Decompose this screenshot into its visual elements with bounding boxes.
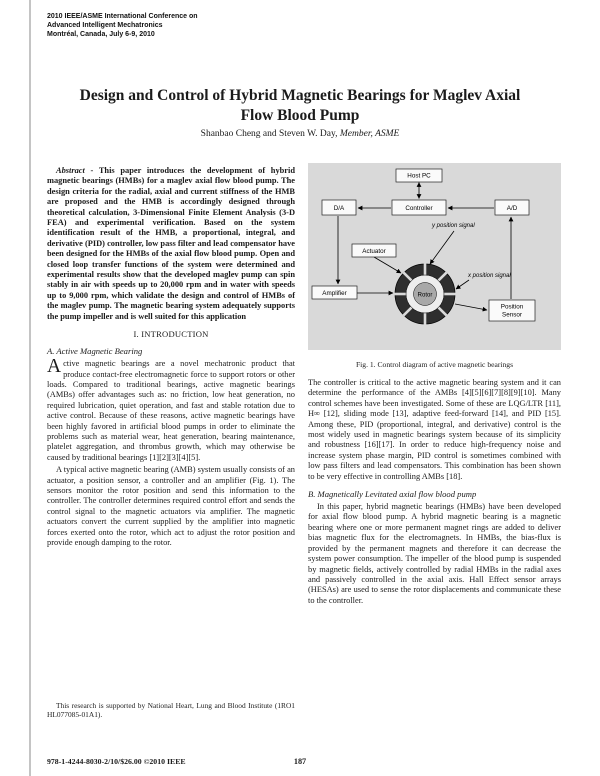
left-column — [47, 166, 295, 548]
actuator-label: Actuator — [362, 247, 386, 255]
right-column — [308, 163, 561, 606]
page-title — [60, 86, 540, 125]
ad-converter-label: A/D — [506, 204, 518, 212]
rotor-label: Rotor — [417, 292, 433, 299]
authors-membership: Member, ASME — [339, 129, 400, 139]
funding-footnote: This research is supported by National Heart, Lung and Blood Institute (1RO1 HL077085-01A1). — [47, 701, 295, 720]
abstract-text: - This paper introduces the development of hybrid magnetic bearings (HMBs) for a maglev axial flow blood pump. The design criteria for the radial, axial and current stiffness of the HMB are proposed and the HMB is accordingly designed through theoretical calculation, 3-Dimensional Finite Element Analysis (3-D FEA) and experimental verification. Based on the system identification result of the HMB, a proportional, integral, and derivative (PID) controller, low pass filter and lead compensator have been designed for the HMBs of the axial flow blood pump. Open and closed loop transfer functions of the system were determined and experimental results show that the developed maglev pump can spin stably in air with speeds up to 20,000 rpm and in water with speeds up to 9,000 rpm, which validate the design and control of HMBs of the maglev pump. The magnetic bearing system adequately supports the pump impeller and is well suited for this application — [47, 166, 295, 321]
x-position-signal-label: x position signal — [468, 273, 511, 279]
figure-1-caption: Fig. 1. Control diagram of active magnetic bearings — [355, 360, 514, 369]
authors-line — [0, 129, 600, 139]
amplifier-label: Amplifier — [322, 289, 347, 297]
da-converter-label: D/A — [333, 204, 345, 212]
right-paragraph-2: In this paper, hybrid magnetic bearings (HMBs) have been developed for axial flow blood pump. A hybrid magnetic bearing is a magnetic bearing where one or more permanent magnet rings are added to deliver bias magnetic flux for the electromagnets. In HMBs, the bias-flux is provided by the permanent magnets and therefore it can decrease the system power consumption. The impeller of the blood pump is suspended by magnetic fields, actively controlled by radial HMBs in the radial axes and passively controlled in the axial axis. Hall Effect sensor arrays (HESAs) are used to sense the rotor displacements and communicate these to the controller. — [308, 502, 561, 605]
position-sensor-label-line1: Position — [500, 303, 524, 311]
position-sensor-label-line2: Sensor — [502, 311, 522, 319]
title-line2: Flow Blood Pump — [240, 106, 360, 124]
conference-header-line2: Advanced Intelligent Mechatronics — [47, 21, 163, 29]
figure-1 — [308, 163, 561, 369]
title-line1: Design and Control of Hybrid Magnetic Bearings for Maglev Axial — [79, 87, 521, 104]
host-pc-label: Host PC — [407, 172, 431, 180]
copyright-line: 978-1-4244-8030-2/10/$26.00 ©2010 IEEE — [47, 757, 186, 766]
abstract-label: Abstract — [56, 166, 85, 175]
page-edge-shadow — [29, 0, 31, 776]
conference-header-line3: Montréal, Canada, July 6-9, 2010 — [47, 30, 155, 38]
abstract-paragraph — [47, 166, 295, 322]
section-heading-introduction: I. INTRODUCTION — [133, 329, 209, 340]
intro-paragraph-2: A typical active magnetic bearing (AMB) system usually consists of an actuator, a position sensor, a controller and an amplifier (Fig. 1). The sensors monitor the rotor position and send this information to the controller. The controller determines required control effort and sends the control signal to the magnetic actuators via amplifier. The magnetic actuators convert the current supplied by the amplifier into magnetic forces exerted onto the rotor, which act to adjust the rotor position and provide enough damping to the rotor. — [47, 465, 295, 547]
intro-paragraph-1-text: ctive magnetic bearings are a novel mechatronic product that produce contact-free electromagnetic force to support rotors or other loads. Compared to traditional bearings, active magnetic bearings (AMBs) offer advantages such as: no friction, low heat generation, no required lubrication, quiet operation, and fast and stable rotation due to active control. Because of these reasons, active magnetic bearings have been highly favored in artificial blood pumps in order to eliminate the problems such as material wear, heat generation, bearing maintenance, platelet aggregation, and thrombus growth, which may otherwise be caused by traditional bearings [1][2][3][4][5]. — [47, 359, 295, 462]
intro-paragraph-1 — [47, 356, 295, 463]
controller-label: Controller — [405, 204, 433, 212]
y-position-signal-label: y position signal — [432, 223, 475, 229]
page-number: 187 — [293, 757, 307, 766]
conference-header — [47, 13, 198, 39]
subsection-b-heading: B. Magnetically Levitated axial flow blood pump — [308, 489, 477, 500]
right-paragraph-1: The controller is critical to the active magnetic bearing system and it can determine the performance of the AMBs [4][5][6][7][8][9][10]. Many control schemes have been investigated. Some of these are LQG/LTR [11], H∞ [12], sliding mode [13], adaptive feed-forward [14], and PID [15]. Among these, PID (proportional, integral, and derivative) control is the most widely used in magnetic bearings system because of its simplicity and robustness [16][17]. In order to reduce high-frequency noise and increase system phase margin, PID control is sometimes combined with low pass filters and lead compensators. This combination has been shown to be very effective in controlling AMBs [18]. — [308, 378, 561, 481]
conference-header-line1: 2010 IEEE/ASME International Conference on — [47, 13, 198, 20]
drop-cap: A — [47, 356, 62, 378]
authors-names: Shanbao Cheng and Steven W. Day, — [200, 129, 340, 139]
figure-1-diagram — [308, 163, 561, 350]
rotor-diagram — [395, 264, 456, 325]
subsection-a-heading: A. Active Magnetic Bearing — [47, 346, 143, 357]
